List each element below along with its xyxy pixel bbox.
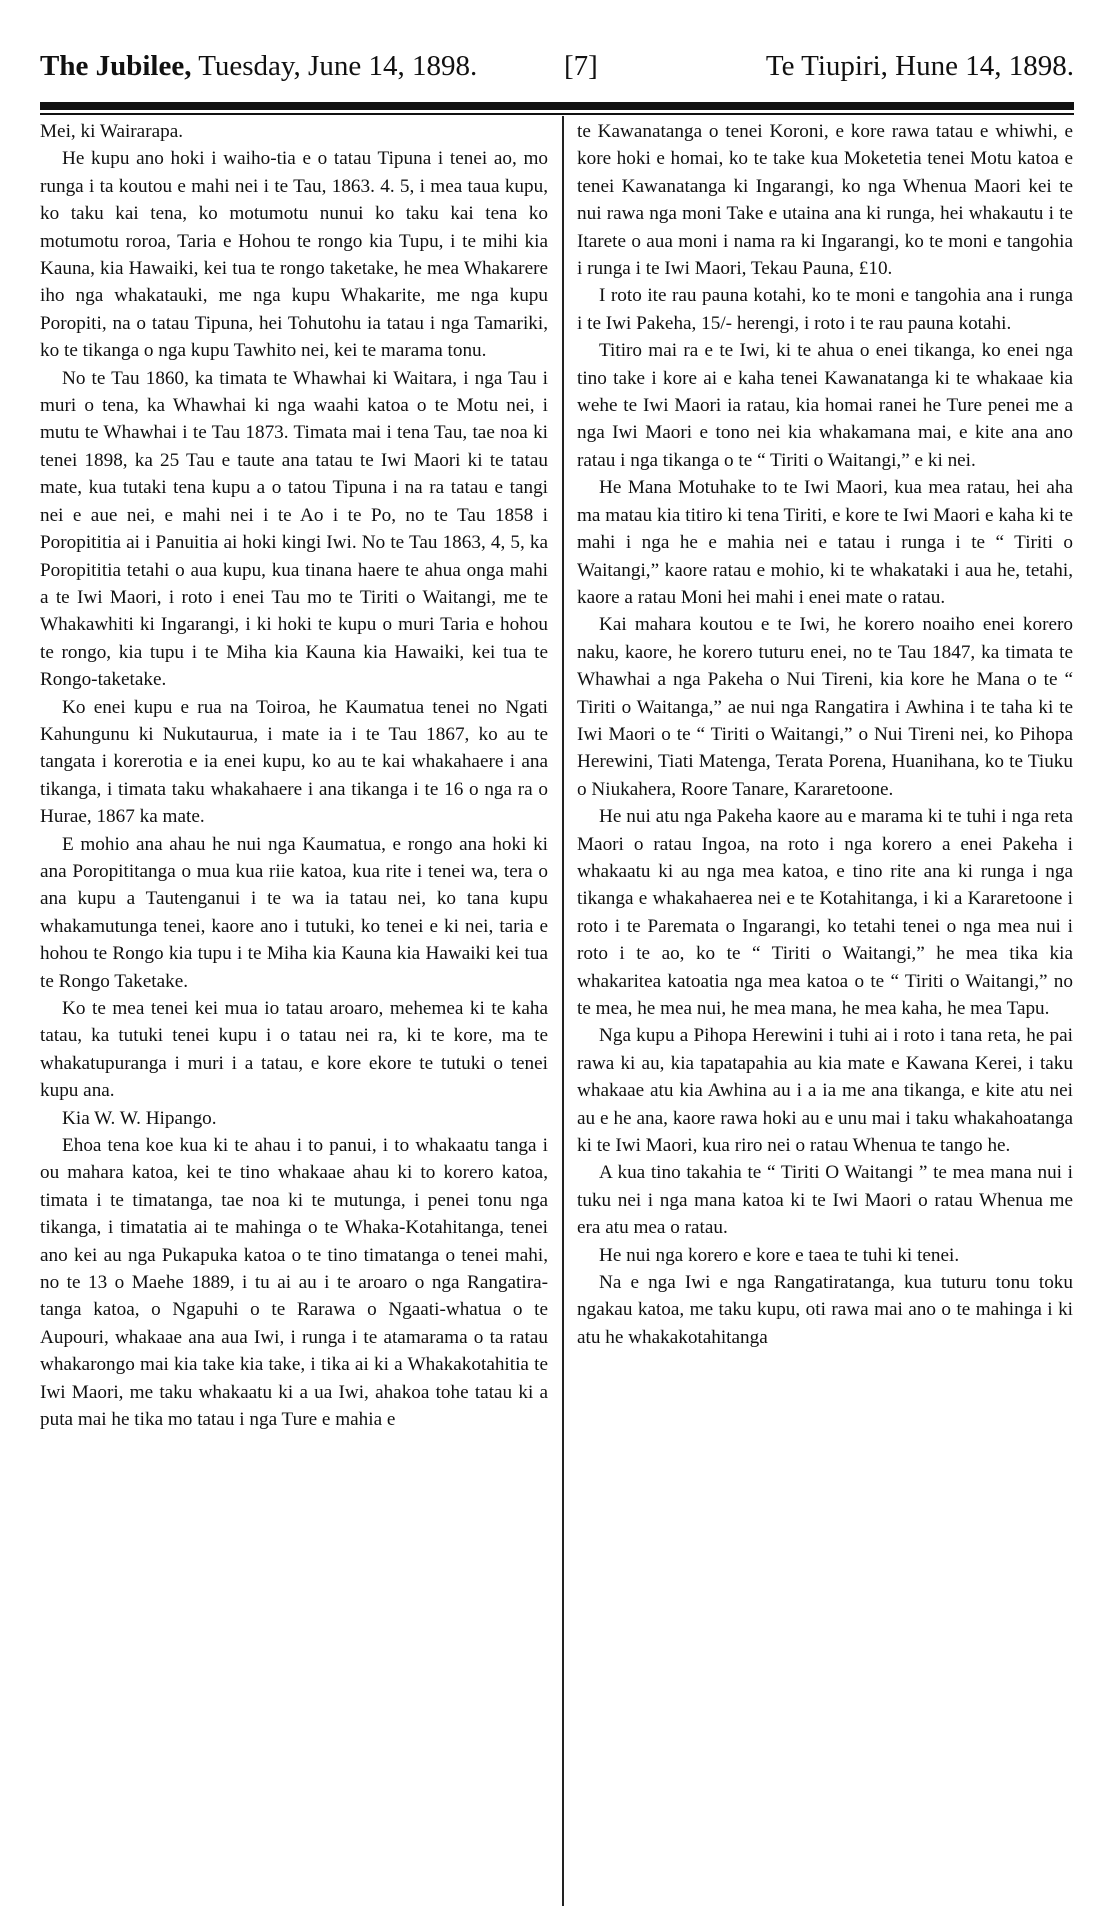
page-number: [7] [564, 50, 598, 82]
paragraph: Titiro mai ra e te Iwi, ki te ahua o enei tikanga, ko enei nga tino take i kore ai e kaha tenei Kawanatanga ki te whakaae kia wehe te Iwi Maori ia ratau, kia homai ranei he Ture penei me a nga Iwi Maori e tono nei kia whakamana mai, e kite ana ano ratau i nga tikanga o te “ Tiriti o Waitangi,” e ki nei. [577, 340, 1073, 471]
maori-title: Te Tiupiri, Hune 14, 1898. [765, 50, 1074, 82]
paragraph: Nga kupu a Pihopa Herewini i tuhi ai i roto i tana reta, he pai rawa ki au, kia tapatapahia au kia mate e Kawana Kerei, i taku whakaae atu kia Awhina au i a ia me ana tikanga, e kite atu nei au e he ana, kaore rawa hoki au e unu mai i taku whakahoatanga ki te Iwi Maori, kua riro nei o ratau Whenua te tango he. [577, 1025, 1073, 1157]
column-divider [562, 116, 564, 1906]
paragraph: He kupu ano hoki i waiho-tia e o tatau Tipuna i tenei ao, mo runga i ta koutou e mahi nei i te Tau, 1863. 4. 5, i mea taua kupu, ko taku kai tena, ko motumotu nunui ko taku kai tena ko motumotu roroa, Taria e Hohou te rongo kia Tupu, i te mihi kia Kauna, kia Hawaiki, kei tua te rongo taketake, he mea Whakarere iho nga whakatauki, me nga kupu Whakarite, me nga kupu Poropiti, na o tatau Tipuna, hei Tohutohu ia tatau i nga Tamariki, ko te tikanga o nga kupu Tawhito nei, kei te marama tonu. [40, 148, 548, 362]
paragraph: Ko enei kupu e rua na Toiroa, he Kaumatua tenei no Ngati Kahungunu ki Nukutaurua, i mate ia i te Tau 1867, ko au te tangata i korerotia e ia enei kupu, ko au te kai whakahaere i ana tikanga, i timata taku whakahaere i ana tikanga i te 16 o nga ra o Hurae, 1867 ka mate. [40, 696, 548, 828]
paragraph: He nui atu nga Pakeha kaore au e marama ki te tuhi i nga reta Maori o ratau Ingoa, na roto i nga korero a enei Pakeha i whakaatu ki au nga mea katoa, e tino rite ana ki runga i nga tikanga e whakahaerea nei e te Kotahitanga, i ki a Kararetoone i roto i te Paremata o Ingarangi, ko tetahi tenei o nga mea nui i roto i te ao, ko te “ Tiriti o Waitangi,” he mea tika kia whakaritea katoatia nga mea katoa o te “ Tiriti o Waitangi,” no te mea, he mea nui, he mea mana, he mea kaha, he mea Tapu. [577, 806, 1073, 1019]
paragraph: E mohio ana ahau he nui nga Kaumatua, e rongo ana hoki ki ana Poropititanga o mua kua riie katoa, kua rite i tenei wa, tera o ana kupu a Tautenganui i te wa ia tatau nei, ko tana kupu whakamutunga tenei, kaore ano i tutuki, ko tenei e ki nei, taria e hohou te Rongo kia tupu i te Miha kia Kauna kia Hawaiki kei tua te Rongo Taketake. [40, 833, 548, 992]
right-column [577, 118, 1073, 1351]
paragraph: I roto ite rau pauna kotahi, ko te moni e tangohia ana i runga i te Iwi Pakeha, 15/- herengi, i roto i te rau pauna kotahi. [577, 285, 1073, 334]
header-rule-thin [40, 113, 1074, 115]
header-rule-thick [40, 102, 1074, 110]
paragraph: Ehoa tena koe kua ki te ahau i to panui, i to whakaatu tanga i ou mahara katoa, kei te tino whakaae ahau ki to korero katoa, timata i te timatanga, tae noa ki te mutunga, i penei tonu nga tikanga, i timatatia ai te mahinga o te Whaka-Kotahitanga, tenei ano kei au nga Pukapuka katoa o te tino timatanga o tenei mahi, no te 13 o Maehe 1889, i tu ai au i te aroaro o nga Rangatira-tanga katoa, o Ngapuhi o te Rarawa o Ngaati-whatua o te Aupouri, whakaae ana aua Iwi, i runga i te atamarama o ta ratau whakarongo mai kia take kia take, i tika ai ki a Whakakotahitia te Iwi Maori, me taku whakaatu ki a ua Iwi, ahakoa tohe tatau ki a puta mai he tika mo tatau i nga Ture e mahia e [40, 1135, 548, 1431]
masthead-left [40, 40, 477, 92]
paragraph: He Mana Motuhake to te Iwi Maori, kua mea ratau, hei aha ma matau kia titiro ki tena Tiriti, e kore te Iwi Maori e kaha ki te mahi i nga he e mahia nei e tatau i runga i te “ Tiriti o Waitangi,” kaore ratau e mohio, ki te whakataki i aua he, tetahi, kaore a ratau Moni hei mahi i enei mate o ratau. [577, 477, 1073, 608]
paragraph: Na e nga Iwi e nga Rangatiratanga, kua tuturu tonu toku ngakau katoa, me taku kupu, oti rawa mai ano o te mahinga i ki atu he whakakotahitanga [577, 1272, 1073, 1348]
left-column [40, 118, 548, 1434]
paragraph: Kai mahara koutou e te Iwi, he korero noaiho enei korero naku, kaore, he korero tuturu enei, no te Tau 1847, ka timata te Whawhai a nga Pakeha o Nui Tireni, kia kore he Mana o te “ Tiriti o Waitanga,” ae nui nga Rangatira i Awhina i te taha ki te Iwi Maori o te “ Tiriti o Waitangi,” o Nui Tireni nei, ko Pihopa Herewini, Tiati Matenga, Terata Porena, Huanihana, ko te Tiuku o Niukahera, Roore Tanare, Kararetoone. [577, 614, 1073, 800]
paragraph: Ko te mea tenei kei mua io tatau aroaro, mehemea ki te kaha tatau, ka tutuki tenei kupu i o tatau nei ra, ki te kore, ma te whakatupuranga i muri i a tatau, e kore ekore te tutuki o tenei kupu ana. [40, 998, 548, 1102]
paragraph: te Kawanatanga o tenei Koroni, e kore rawa tatau e whiwhi, e kore hoki e homai, ko te take kua Moketetia tenei Motu katoa e tenei Kawanatanga ki Ingarangi, ko nga Whenua Maori kei te nui rawa nga moni Take e utaina ana ki runga, hei whakautu i te Itarete o aua moni i nama ra ki Ingarangi, ko te moni e tangohia i runga i te Iwi Maori, Tekau Pauna, £10. [577, 121, 1073, 280]
paragraph: Mei, ki Wairarapa. [40, 121, 184, 142]
letter-salutation: Kia W. W. Hipango. [62, 1107, 217, 1129]
paragraph: No te Tau 1860, ka timata te Whawhai ki Waitara, i nga Tau i muri o tena, ka Whawhai ki nga waahi katoa o te Motu nei, i mutu te Whawhai i te Tau 1873. Timata mai i tena Tau, tae noa ki tenei 1898, ka 25 Tau e taute ana tatau te Iwi Maori ki te tatau mate, kua tutaki tena kupu a o tatou Tipuna i na ra tatau e tangi nei e aue nei, e mahi nei i te Ao i te Po, no te Tau 1858 i Poropititia ai i Panuitia ai hoki kingi Iwi. No te Tau 1863, 4, 5, ka Poropititia tetahi o aua kupu, kua tinana haere te ahua onga mahi a te Iwi Maori, i roto i enei Tau mo te Tiriti o Waitangi, me te Whakawhiti ki Ingarangi, i ki hoki te kupu o muri Taria e hohou te rongo, kia tupu i te Miha kia Kauna kia Hawaiki, kei tua te Rongo-taketake. [40, 367, 548, 691]
paragraph: He nui nga korero e kore e taea te tuhi ki tenei. [599, 1244, 960, 1266]
masthead [40, 40, 1074, 92]
paragraph: A kua tino takahia te “ Tiriti O Waitangi ” te mea mana nui i tuku nei i nga mana katoa ki te Iwi Maori o ratau Whenua me era atu mea o ratau. [577, 1162, 1073, 1239]
publication-name: The Jubilee, [40, 50, 192, 82]
issue-date: Tuesday, June 14, 1898. [198, 50, 478, 82]
